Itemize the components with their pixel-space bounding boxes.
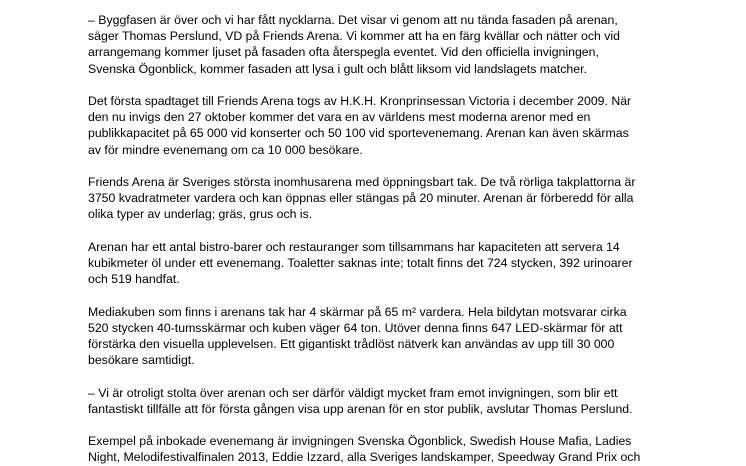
text-line: fantastiskt tillfälle att för första gången visa upp arenan för en stor publik, avslutar Thomas Perslund. — [88, 401, 633, 416]
paragraph-groundbreaking — [88, 93, 738, 158]
text-line: – Vi är otroligt stolta över arenan och ser därför väldigt mycket fram emot invigningen, som blir ett — [88, 385, 618, 400]
text-line: och 519 handfat. — [88, 272, 180, 287]
text-line: arrangemang kommer ljuset på fasaden ofta återspegla eventet. Vid den officiella invigningen, — [88, 45, 599, 60]
text-line: Mediakuben som finns i arenans tak har 4 skärmar på 65 m² vardera. Hela bildytan motsvarar cirka — [88, 304, 627, 319]
text-line: Exempel på inbokade evenemang är invigningen Svenska Ögonblick, Swedish House Mafia, Ladies — [88, 434, 632, 449]
paragraph-spacer — [88, 77, 738, 93]
text-line: 520 stycken 40-tumsskärmar och kuben väger 64 ton. Utöver denna finns 647 LED-skärmar för att — [88, 320, 623, 335]
text-line: 3750 kvadratmeter vardera och kan öppnas eller stängas på 20 minuter. Arenan är förberedd för alla — [88, 191, 634, 206]
text-line: olika typer av underlag; gräs, grus och is. — [88, 207, 313, 222]
paragraph-spacer — [88, 287, 738, 303]
text-line: Arenan har ett antal bistro-barer och restauranger som tillsammans har kapaciteten att servera 14 — [88, 239, 620, 254]
text-line: av för mindre evenemang om ca 10 000 besökare. — [88, 142, 363, 157]
paragraph-quote-perslund — [88, 12, 738, 77]
text-line: Det första spadtaget till Friends Arena togs av H.K.H. Kronprinsessan Victoria i december 2009. När — [88, 94, 632, 108]
paragraph-spacer — [88, 223, 738, 239]
paragraph-spacer — [88, 158, 738, 174]
text-line: säger Thomas Perslund, VD på Friends Arena. Vi kommer att ha en färg kvällar och nätter och vid — [88, 29, 620, 44]
paragraph-spacer — [88, 368, 738, 384]
text-line: Svenska Ögonblick, kommer fasaden att lysa i gult och blått liksom vid landslagets matcher. — [88, 61, 587, 76]
text-line: besökare samtidigt. — [88, 353, 195, 368]
text-line: Night, Melodifestivalfinalen 2013, Eddie Izzard, alla Sveriges landskamper, Speedway Grand Prix och — [88, 450, 641, 465]
text-line: Friends Arena är Sveriges största inomhusarena med öppningsbart tak. De två rörliga takplattorna är — [88, 175, 636, 189]
document-body — [88, 12, 738, 466]
paragraph-facilities — [88, 239, 738, 288]
paragraph-spacer — [88, 417, 738, 433]
text-line: – Byggfasen är över och vi har fått nycklarna. Det visar vi genom att nu tända fasaden på arenan, — [88, 13, 618, 27]
text-line: den nu invigs den 27 oktober kommer det vara en av världens mest moderna arenor med en — [88, 110, 591, 125]
text-line: förstärka den visuella upplevelsen. Ett gigantiskt trådlöst nätverk kan användas av upp till 30 000 — [88, 337, 615, 351]
paragraph-events — [88, 433, 738, 465]
paragraph-mediacube — [88, 304, 738, 369]
text-line: publikkapacitet på 65 000 vid konserter och 50 100 vid sportevenemang. Arenan kan även skärmas — [88, 126, 629, 141]
paragraph-closing-quote — [88, 385, 738, 417]
paragraph-roof — [88, 174, 738, 223]
text-line: kubikmeter öl under ett evenemang. Toaletter saknas inte; totalt finns det 724 stycken, 392 urinoarer — [88, 256, 633, 270]
